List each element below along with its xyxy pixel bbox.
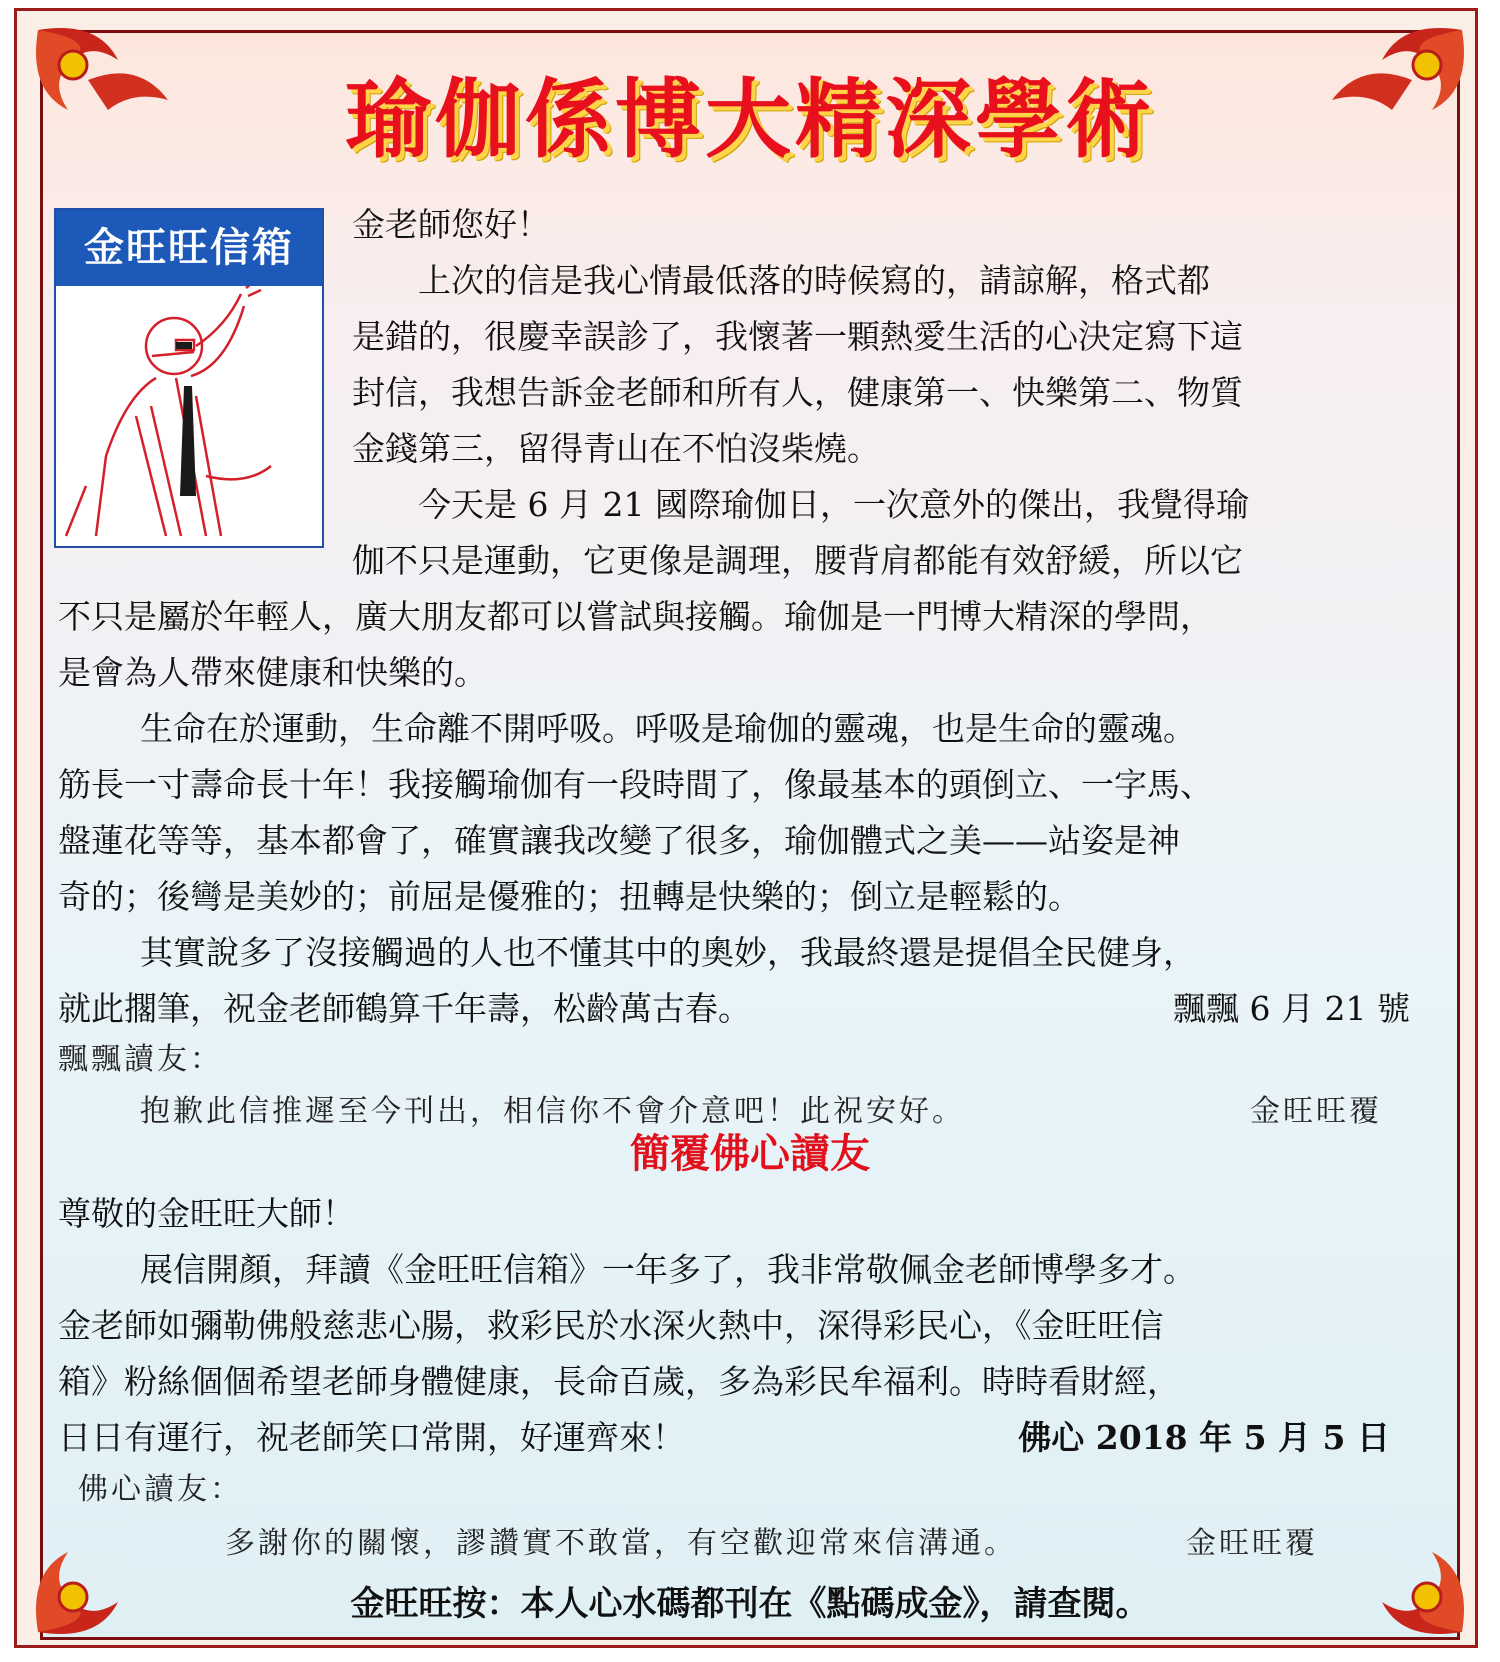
letter1-line: 不只是屬於年輕人，廣大朋友都可以嘗試與接觸。瑜伽是一門博大精深的學問， <box>58 597 1213 636</box>
letter1-line: 封信，我想告訴金老師和所有人，健康第一、快樂第二、物質 <box>352 373 1243 412</box>
letter1-line: 上次的信是我心情最低落的時候寫的，請諒解，格式都 <box>418 261 1210 300</box>
reply2-body: 多謝你的關懷，謬讚實不敢當，有空歡迎常來信溝通。 <box>225 1526 1017 1561</box>
letter1-line: 伽不只是運動，它更像是調理，腰背肩都能有效舒緩，所以它 <box>352 541 1243 580</box>
reply1-signature: 金旺旺覆 <box>1250 1094 1382 1129</box>
letter1-line: 筋長一寸壽命長十年！我接觸瑜伽有一段時間了，像最基本的頭倒立、一字馬、 <box>58 765 1213 804</box>
reply1-body: 抱歉此信推遲至今刊出，相信你不會介意吧！此祝安好。 <box>140 1094 965 1129</box>
letter1-signature: 飄飄 6 月 21 號 <box>1173 989 1410 1028</box>
logo-label: 金旺旺信箱 <box>56 210 322 286</box>
letter2-line: 日日有運行，祝老師笑口常開，好運齊來！ <box>58 1418 685 1457</box>
page-title: 瑜伽係博大精深學術 <box>345 70 1155 170</box>
letter1-line: 今天是 6 月 21 國際瑜伽日，一次意外的傑出，我覺得瑜 <box>418 485 1249 524</box>
letter1-line: 是會為人帶來健康和快樂的。 <box>58 653 487 692</box>
letter2-line: 金老師如彌勒佛般慈悲心腸，救彩民於水深火熱中，深得彩民心，《金旺旺信 <box>58 1306 1164 1345</box>
letter1-line: 奇的；後彎是美妙的；前屈是優雅的；扭轉是快樂的；倒立是輕鬆的。 <box>58 877 1081 916</box>
footer-note: 金旺旺按：本人心水碼都刊在《點碼成金》，請查閱。 <box>350 1584 1150 1624</box>
letter2-greeting: 尊敬的金旺旺大師！ <box>58 1194 355 1233</box>
letter2-line: 展信開顏，拜讀《金旺旺信箱》一年多了，我非常敬佩金老師博學多才。 <box>140 1250 1196 1289</box>
reply2-salutation: 佛心讀友： <box>78 1472 243 1507</box>
letter2-signature: 佛心 2018 年 5 月 5 日 <box>1018 1418 1390 1457</box>
letter1-line: 就此擱筆，祝金老師鶴算千年壽，松齡萬古春。 <box>58 989 751 1028</box>
reply2-signature: 金旺旺覆 <box>1186 1526 1318 1561</box>
mailbox-logo <box>54 208 324 548</box>
letter1-line: 其實說多了沒接觸過的人也不懂其中的奧妙，我最終還是提倡全民健身， <box>140 933 1196 972</box>
section-subtitle: 簡覆佛心讀友 <box>630 1131 870 1177</box>
letter2-line: 箱》粉絲個個希望老師身體健康，長命百歲，多為彩民牟福利。時時看財經， <box>58 1362 1180 1401</box>
teacher-illustration <box>56 286 322 546</box>
letter1-greeting: 金老師您好！ <box>352 205 550 244</box>
letter1-line: 生命在於運動，生命離不開呼吸。呼吸是瑜伽的靈魂，也是生命的靈魂。 <box>140 709 1196 748</box>
letter1-line: 盤蓮花等等，基本都會了，確實讓我改變了很多，瑜伽體式之美——站姿是神 <box>58 821 1180 860</box>
reply1-salutation: 飄飄讀友： <box>58 1042 223 1077</box>
letter1-line: 金錢第三，留得青山在不怕沒柴燒。 <box>352 429 880 468</box>
letter1-line: 是錯的，很慶幸誤診了，我懷著一顆熱愛生活的心決定寫下這 <box>352 317 1243 356</box>
